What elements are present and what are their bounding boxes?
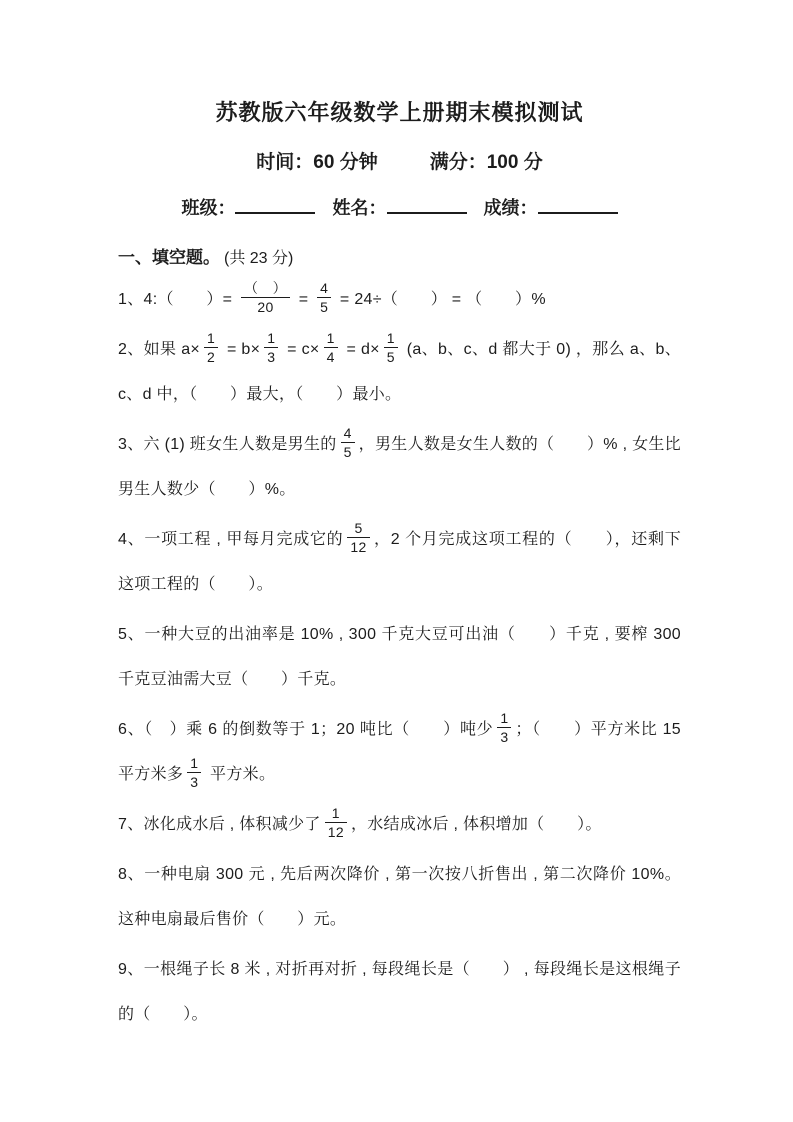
fraction-numerator: 5	[347, 520, 369, 538]
fraction-denominator: 3	[267, 349, 276, 366]
question-text: 平方米。	[205, 766, 276, 783]
page-title: 苏教版六年级数学上册期末模拟测试	[215, 100, 584, 125]
fraction-numerator: 1	[187, 755, 201, 773]
fraction	[324, 330, 338, 365]
question-number: 1、	[118, 291, 144, 308]
fraction-denominator: 3	[190, 774, 199, 791]
fraction-numerator: （ ）	[241, 280, 290, 298]
fraction	[204, 330, 218, 365]
name-blank-line	[387, 196, 467, 214]
score-field	[484, 198, 618, 218]
question-number: 7、	[118, 816, 144, 833]
question-text: = 24÷（ ） = （ ）%	[335, 291, 546, 308]
question-number: 6、	[118, 721, 145, 738]
question-text: =	[293, 291, 314, 308]
question-number: 8、	[118, 866, 145, 883]
question-text: ，2 个月完成这项工程的（ ），还剩下这项工程的（ ）。	[118, 531, 681, 593]
fraction-denominator: 5	[386, 349, 395, 366]
fraction-numerator: 1	[384, 330, 398, 348]
question-text: = c×	[282, 341, 320, 358]
fraction-denominator: 12	[327, 824, 344, 841]
question-text: 一项工程 , 甲每月完成它的	[144, 531, 344, 548]
fraction-numerator: 4	[341, 425, 355, 443]
question-text: 一种电扇 300 元 , 先后两次降价 , 第一次按八折售出 , 第二次降价 10%。这种电扇最后售价（ ）元。	[118, 866, 682, 928]
question-text: (a、b、c、d 都大于 0) ，那么 a、b、c、d 中，（ ）最大，（ ）最小。	[118, 341, 682, 403]
question	[118, 327, 681, 417]
section-title: 一、填空题。	[118, 248, 220, 267]
question	[118, 277, 681, 322]
question-number: 9、	[118, 961, 144, 978]
fraction	[384, 330, 398, 365]
question	[118, 612, 681, 702]
fraction-numerator: 4	[317, 280, 331, 298]
question	[118, 947, 681, 1037]
class-blank-line	[235, 196, 315, 214]
fraction-denominator: 5	[320, 299, 329, 316]
fraction-denominator: 20	[257, 299, 274, 316]
question-text: = d×	[341, 341, 380, 358]
question	[118, 852, 681, 942]
time-value: 时间：60 分钟	[256, 152, 378, 173]
fraction	[347, 520, 369, 555]
fraction-numerator: 1	[325, 805, 347, 823]
section-heading	[118, 244, 681, 273]
question-number: 3、	[118, 436, 144, 453]
question-text: 六 (1) 班女生人数是男生的	[143, 436, 337, 453]
fraction-numerator: 1	[497, 710, 511, 728]
fraction	[317, 280, 331, 315]
fraction-numerator: 1	[204, 330, 218, 348]
question-text: （ ）乘 6 的倒数等于 1；20 吨比（ ）吨少	[144, 721, 494, 738]
fraction-numerator: 1	[324, 330, 338, 348]
student-fields	[118, 194, 681, 220]
question-text: 如果 a×	[143, 341, 201, 358]
fraction-denominator: 12	[350, 539, 367, 556]
class-field	[181, 198, 315, 218]
fraction	[241, 280, 290, 315]
name-label: 姓名：	[332, 198, 387, 218]
fraction-denominator: 3	[500, 729, 509, 746]
score-label: 成绩：	[483, 198, 538, 218]
question-text: 冰化成水后 , 体积减少了	[143, 816, 321, 833]
fraction-denominator: 4	[326, 349, 335, 366]
exam-meta	[118, 147, 681, 174]
question-text: ，水结成冰后 , 体积增加（ ）。	[350, 816, 602, 833]
question	[118, 422, 681, 512]
question	[118, 707, 681, 797]
score-blank-line	[538, 196, 618, 214]
question-number: 2、	[118, 341, 144, 358]
fraction-numerator: 1	[264, 330, 278, 348]
question	[118, 802, 681, 847]
class-label: 班级：	[181, 198, 236, 218]
score-value: 满分：100 分	[429, 152, 543, 173]
question-text: 4:（ ）=	[143, 291, 238, 308]
fraction	[187, 755, 201, 790]
question-list	[118, 277, 681, 1037]
fraction-denominator: 5	[343, 444, 352, 461]
fraction	[325, 805, 347, 840]
question-text: 一种大豆的出油率是 10% , 300 千克大豆可出油（ ）千克 , 要榨 300 千克豆油需大豆（ ）千克。	[118, 626, 681, 688]
fraction	[497, 710, 511, 745]
section-points-note: (共 23 分)	[224, 250, 294, 267]
question	[118, 517, 681, 607]
name-field	[333, 198, 467, 218]
fraction	[264, 330, 278, 365]
question-text: ；（ ）平方米比 15 平方米多	[118, 721, 681, 783]
question-text: 一根绳子长 8 米 , 对折再对折 , 每段绳长是（ ） , 每段绳长是这根绳子的（ ）。	[118, 961, 681, 1023]
fraction-denominator: 2	[207, 349, 216, 366]
question-number: 4、	[118, 531, 145, 548]
question-text: ，男生人数是女生人数的（ ）% , 女生比男生人数少（ ）%。	[118, 436, 681, 498]
question-number: 5、	[118, 626, 145, 643]
question-text: = b×	[222, 341, 261, 358]
fraction	[341, 425, 355, 460]
